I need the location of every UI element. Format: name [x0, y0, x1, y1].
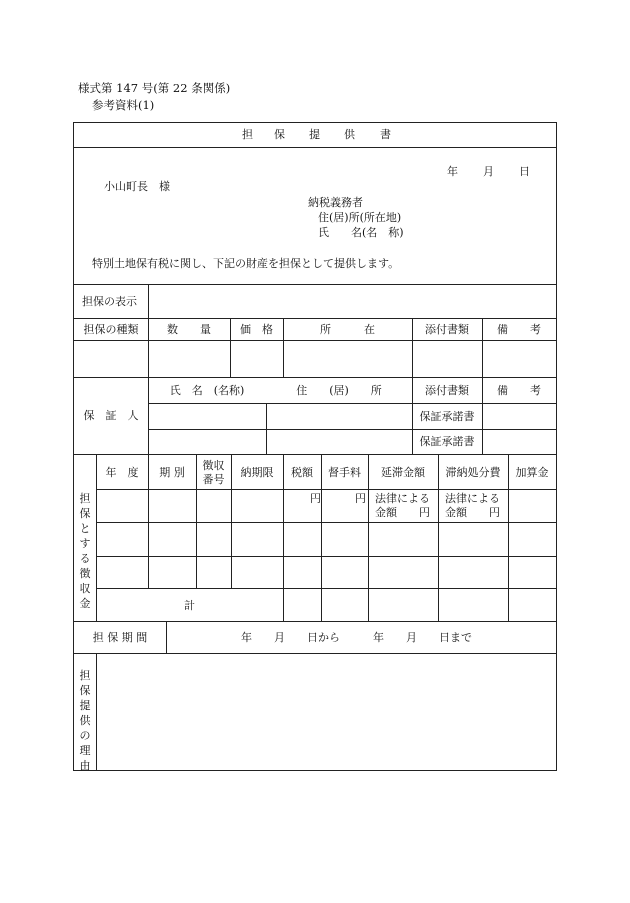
divider — [74, 377, 556, 378]
period-label: 担 保 期 間 — [92, 631, 148, 644]
divider — [166, 621, 167, 653]
divider — [96, 454, 97, 621]
taxpayer-label: 納税義務者 — [308, 196, 363, 209]
header-period: 期 別 — [159, 466, 185, 479]
header-reminder-fee: 督手料 — [328, 466, 361, 479]
period-text: 年 月 日から 年 月 日まで — [241, 631, 472, 644]
title-char: 保 — [274, 128, 285, 141]
header-quantity: 数 量 — [167, 323, 211, 336]
divider — [148, 429, 556, 430]
divider — [508, 454, 509, 621]
header-guarantor-address: 住 (居) 所 — [296, 384, 382, 397]
divider — [148, 403, 556, 404]
divider — [438, 454, 439, 621]
date-year: 年 — [447, 165, 458, 178]
guarantor-attachment-2: 保証承諾書 — [419, 435, 475, 448]
divider — [74, 147, 556, 148]
divider — [74, 284, 556, 285]
title-char: 担 — [242, 128, 253, 141]
title-char: 書 — [380, 128, 391, 141]
form-frame — [73, 122, 557, 771]
divider — [283, 454, 284, 621]
header-late-fee: 延滞金額 — [381, 466, 425, 479]
tax-yen-unit: 円 — [310, 492, 321, 505]
header-tax-amount: 税額 — [291, 466, 313, 479]
title-char: 供 — [344, 128, 355, 141]
divider — [148, 284, 149, 318]
name-label: 氏 名(名 称) — [318, 226, 404, 239]
header-collateral-type: 担保の種類 — [83, 323, 139, 336]
header-year: 年 度 — [105, 466, 139, 479]
addressee: 小山町長 様 — [104, 180, 170, 193]
legal-amount-late: 法律による — [375, 492, 430, 505]
reference-label: 参考資料(1) — [92, 98, 155, 112]
collateral-display-label: 担保の表示 — [82, 295, 137, 308]
header-price: 価 格 — [240, 323, 273, 336]
header-guarantor-remarks: 備 考 — [497, 384, 541, 397]
guarantor-attachment-1: 保証承諾書 — [419, 410, 475, 423]
divider — [74, 653, 556, 654]
reason-side-label: 担 保 提 供 の 理 由 — [79, 669, 91, 772]
form-number: 様式第 147 号(第 22 条関係) — [78, 81, 231, 95]
legal-amount-late-2: 金額 円 — [375, 506, 430, 519]
statement: 特別土地保有税に関し、下記の財産を担保として提供します。 — [92, 257, 400, 270]
header-additional-tax: 加算金 — [515, 466, 549, 479]
divider — [266, 403, 267, 454]
collection-side-label: 担 保 と す る 徴 収 金 — [79, 492, 91, 610]
address-label: 住(居)所(所在地) — [318, 211, 402, 224]
header-number-1: 徴収 — [202, 459, 225, 472]
divider — [96, 588, 556, 589]
header-guarantor-attachments: 添付書類 — [425, 384, 469, 397]
divider — [368, 454, 369, 621]
header-attachments: 添付書類 — [425, 323, 469, 336]
divider — [96, 653, 97, 770]
divider — [74, 340, 556, 341]
legal-amount-disposal: 法律による — [445, 492, 500, 505]
header-number-2: 番号 — [202, 473, 225, 486]
legal-amount-disposal-2: 金額 円 — [445, 506, 500, 519]
date-day: 日 — [519, 165, 530, 178]
divider — [74, 621, 556, 622]
total-label: 計 — [184, 599, 195, 612]
header-remarks: 備 考 — [497, 323, 541, 336]
divider — [96, 522, 556, 523]
header-disposal-fee: 滞納処分費 — [445, 466, 501, 479]
header-guarantor-name: 氏 名 (名称) — [169, 384, 245, 397]
divider — [74, 454, 556, 455]
title-char: 提 — [309, 128, 320, 141]
divider — [96, 489, 556, 490]
guarantor-label: 保 証 人 — [83, 409, 139, 422]
reminder-yen-unit: 円 — [355, 492, 366, 505]
date-month: 月 — [483, 165, 494, 178]
divider — [74, 318, 556, 319]
header-due-date: 納期限 — [240, 466, 274, 479]
header-location: 所 在 — [320, 323, 375, 336]
divider — [321, 454, 322, 621]
divider — [96, 556, 556, 557]
